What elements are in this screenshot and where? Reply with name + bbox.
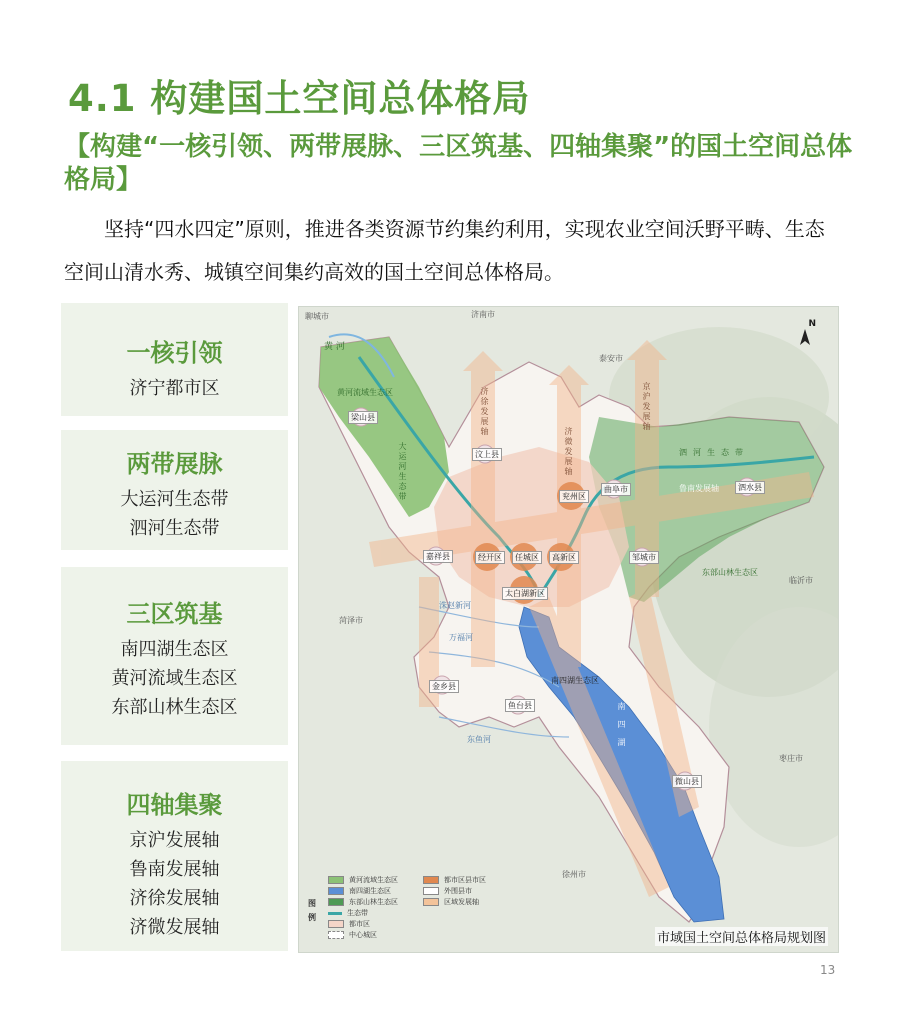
card-heading: 两带展脉 (126, 450, 223, 478)
card-item: 济宁都市区 (129, 378, 220, 399)
card-core (61, 303, 288, 416)
legend-item: 东部山林生态区 (328, 897, 398, 907)
belt-label: 大运河生态带 (398, 442, 407, 502)
county-label: 梁山县 (348, 411, 378, 424)
river-label: 万福河 (449, 633, 473, 642)
card-zones (61, 567, 288, 745)
north-arrow-label: N (808, 319, 816, 329)
page-number: 13 (820, 963, 836, 977)
county-label: 邹城市 (629, 551, 659, 564)
outer-city-label: 临沂市 (789, 576, 813, 585)
legend-item: 外围县市 (423, 886, 472, 896)
river-label: 洙赵新河 (439, 601, 471, 610)
card-item: 东部山林生态区 (111, 697, 238, 718)
card-item: 鲁南发展轴 (129, 859, 220, 880)
county-label: 任城区 (512, 551, 542, 564)
card-heading: 一核引领 (126, 339, 223, 367)
zone-label: 东部山林生态区 (702, 568, 758, 577)
belt-label: 泗河生态带 (679, 448, 749, 457)
legend-item: 区域发展轴 (423, 897, 479, 907)
lake-label: 南四湖 (617, 702, 626, 756)
card-item: 大运河生态带 (120, 489, 229, 510)
card-item: 济徐发展轴 (129, 888, 220, 909)
county-label: 鱼台县 (505, 699, 535, 712)
legend-item: 生态带 (328, 908, 368, 918)
card-item: 黄河流域生态区 (111, 668, 238, 689)
outer-city-label: 聊城市 (305, 312, 329, 321)
county-label: 金乡县 (429, 680, 459, 693)
card-heading: 三区筑基 (126, 600, 223, 628)
legend-item: 中心城区 (328, 930, 377, 940)
map-caption: 市域国土空间总体格局规划图 (655, 927, 828, 946)
map-legend (308, 873, 508, 948)
legend-item: 都市区县市区 (423, 875, 486, 885)
page-subtitle: 【构建“一核引领、两带展脉、三区筑基、四轴集聚”的国土空间总体格局】 (64, 132, 853, 195)
outer-city-label: 枣庄市 (779, 754, 803, 763)
axis-label: 济微发展轴 (564, 427, 573, 477)
outer-city-label: 徐州市 (562, 870, 586, 879)
county-label: 高新区 (549, 551, 579, 564)
card-item: 南四湖生态区 (120, 639, 229, 660)
card-belts (61, 430, 288, 550)
river-label: 东鱼河 (467, 735, 491, 744)
zone-label: 黄河流域生态区 (337, 388, 393, 397)
card-axes (61, 761, 288, 951)
zone-label: 南四湖生态区 (551, 676, 599, 685)
legend-item: 南四湖生态区 (328, 886, 391, 896)
county-label: 泗水县 (735, 481, 765, 494)
outer-city-label: 泰安市 (599, 354, 623, 363)
planning-map (298, 306, 839, 953)
axis-label: 济徐发展轴 (480, 387, 489, 437)
county-label: 嘉祥县 (423, 550, 453, 563)
body-paragraph: 坚持“四水四定”原则，推进各类资源节约集约利用，实现农业空间沃野平畴、生态空间山清水秀、城镇空间集约高效的国土空间总体格局。 (64, 217, 825, 284)
axis-label: 京沪发展轴 (642, 382, 651, 432)
legend-item: 都市区 (328, 919, 370, 929)
river-label: 黄 河 (324, 342, 345, 352)
county-label: 兖州区 (559, 490, 589, 503)
card-heading: 四轴集聚 (126, 791, 223, 819)
outer-city-label: 济南市 (471, 310, 495, 319)
county-label: 曲阜市 (601, 483, 631, 496)
county-label: 经开区 (475, 551, 505, 564)
outer-city-label: 菏泽市 (339, 616, 363, 625)
legend-title: 图例 (308, 899, 316, 922)
map-graphic (299, 307, 838, 952)
card-item: 泗河生态带 (129, 518, 220, 539)
county-label: 汶上县 (472, 448, 502, 461)
legend-item: 黄河流域生态区 (328, 875, 398, 885)
card-item: 京沪发展轴 (129, 830, 220, 851)
card-item: 济微发展轴 (129, 917, 220, 938)
page-title: 4.1 构建国土空间总体格局 (68, 77, 531, 120)
county-label: 微山县 (672, 775, 702, 788)
county-label: 太白湖新区 (502, 587, 548, 600)
axis-label: 鲁南发展轴 (679, 484, 719, 493)
